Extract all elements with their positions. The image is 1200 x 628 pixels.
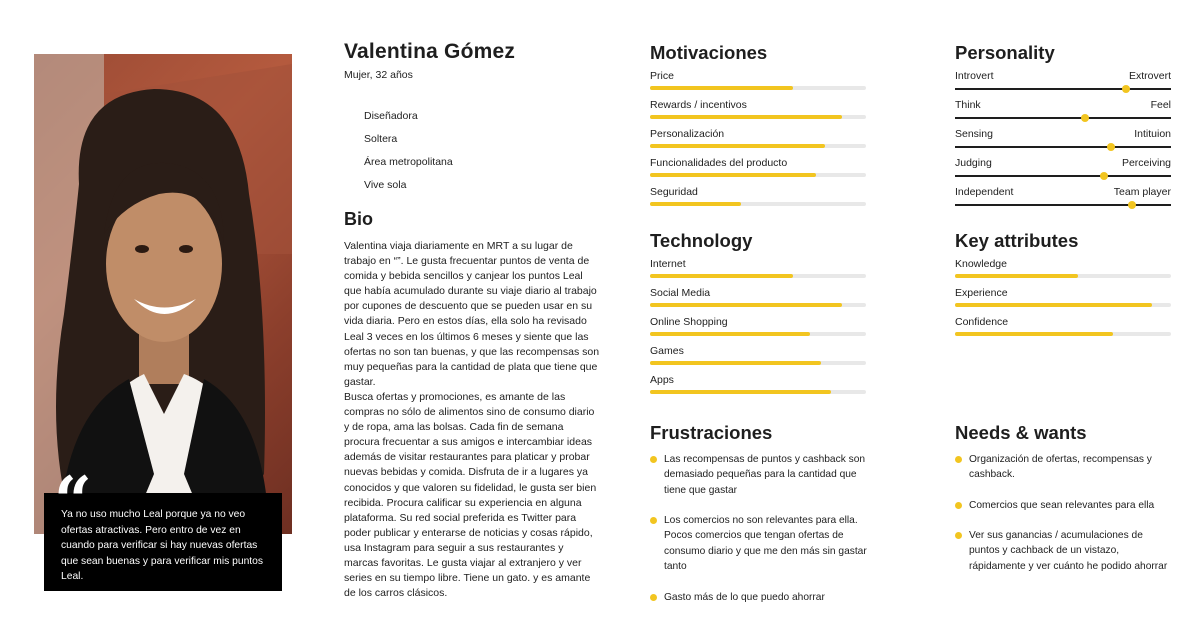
frustration-text: Las recompensas de puntos y cashback son demasiado pequeñas para la cantidad que tiene que gastar — [664, 454, 866, 496]
need-text: Ver sus ganancias / acumulaciones de puntos y cachback de un vistazo, rápidamente y ver cuánto he podido ahorrar — [969, 530, 1168, 572]
technology-item — [650, 345, 866, 374]
technology-item — [650, 374, 866, 403]
technology-track — [650, 303, 866, 307]
need-text: Comercios que sean relevantes para ella — [969, 500, 1155, 511]
personality-right-label: Intituion — [1134, 128, 1171, 140]
frustration-item — [650, 590, 875, 605]
frustration-item — [650, 452, 875, 513]
technology-fill — [650, 390, 831, 394]
personality-left-label: Introvert — [955, 70, 994, 82]
attribute-fill — [955, 332, 1113, 336]
personality-marker — [1100, 172, 1108, 180]
personality-left-label: Judging — [955, 157, 992, 169]
need-text: Organización de ofertas, recompensas y cashback. — [969, 454, 1152, 481]
persona-facts — [364, 109, 453, 201]
personality-right-label: Feel — [1150, 99, 1171, 111]
technology-track — [650, 390, 866, 394]
personality-right-label: Team player — [1113, 186, 1171, 198]
technology-fill — [650, 274, 793, 278]
personality-line — [955, 175, 1171, 177]
attribute-label: Experience — [955, 287, 1008, 299]
bio-paragraph: Valentina viaja diariamente en MRT a su lugar de trabajo en “”. Le gusta frecuentar puntos de venta de comida y bebida sencillos y canjear los puntos Leal que había acumulado durante su viaje diario al trabajo por cupones de descuento que se pueden usar en su vida diaria. Pero en estos días, ella solo ha revisado Leal 3 veces en los últimos 6 meses y siente que las ofertas no son tan buenas, y que las recompensas son muy pequeñas para la cantidad de plata que tiene que gastar. — [344, 240, 600, 388]
motivation-fill — [650, 202, 741, 206]
personality-scale — [955, 157, 1171, 186]
motivation-item — [650, 99, 866, 128]
fact-item: Vive sola — [364, 179, 407, 191]
attribute-fill — [955, 303, 1152, 307]
attribute-fill — [955, 274, 1078, 278]
motivation-track — [650, 86, 866, 90]
motivation-track — [650, 115, 866, 119]
technology-fill — [650, 332, 810, 336]
bio-title: Bio — [344, 209, 373, 229]
frustrations-list — [650, 452, 875, 605]
attribute-track — [955, 303, 1171, 307]
bio-paragraph: Busca ofertas y promociones, es amante de las compras no sólo de alimentos sino de consumo diario y de ropa, ama las bolsas. Cada fin de semana procura frecuentar a sus amigos e intercambiar ideas además de visitar restaurantes para platicar y probar nuevas bebidas y comida. Disfruta de ir a lugares ya conocidos y que valoren su fidelidad, le gusta ser bien recibida. Procura calificar su experiencia en alguna plataforma. Su red social preferida es Twitter para poder publicar y enterarse de noticias y cosas rápido, usa Instagram para seguir a sus restaurantes y marcas favoritas. Le gusta viajar al extranjero y ver series en su tiempo libre. Tiene un gato. y es amante de los carros clásicos. — [344, 390, 597, 600]
quote-icon: “ — [54, 462, 92, 540]
personality-line — [955, 117, 1171, 119]
technology-label: Social Media — [650, 287, 711, 299]
technology-label: Internet — [650, 258, 686, 270]
motivation-fill — [650, 173, 816, 177]
needs-list — [955, 452, 1170, 574]
bullet-dot — [650, 594, 657, 601]
technology-item — [650, 258, 866, 287]
personality-line — [955, 204, 1171, 206]
motivation-label: Rewards / incentivos — [650, 99, 747, 111]
technology-title: Technology — [650, 230, 753, 251]
technology-label: Games — [650, 345, 684, 357]
attribute-track — [955, 332, 1171, 336]
persona-name: Valentina Gómez — [344, 40, 516, 63]
technology-label: Apps — [650, 374, 674, 386]
technology-track — [650, 332, 866, 336]
technology-item — [650, 316, 866, 345]
personality-scale — [955, 70, 1171, 99]
attribute-label: Confidence — [955, 316, 1009, 328]
personality-left-label: Think — [955, 99, 981, 111]
personality-marker — [1122, 85, 1130, 93]
technology-item — [650, 287, 866, 316]
motivation-label: Price — [650, 70, 674, 82]
attribute-item — [955, 316, 1171, 345]
motivation-label: Seguridad — [650, 186, 698, 198]
personality-scale — [955, 99, 1171, 128]
motivation-item — [650, 186, 866, 215]
technology-label: Online Shopping — [650, 316, 728, 328]
bio-text — [344, 239, 600, 601]
motivation-track — [650, 173, 866, 177]
personality-right-label: Perceiving — [1121, 157, 1171, 169]
attribute-track — [955, 274, 1171, 278]
personality-left-label: Independent — [955, 186, 1014, 198]
fact-item: Soltera — [364, 133, 398, 145]
needs-title: Needs & wants — [955, 422, 1087, 443]
personality-left-label: Sensing — [955, 128, 993, 140]
technology-track — [650, 361, 866, 365]
bullet-dot — [955, 502, 962, 509]
attribute-item — [955, 287, 1171, 316]
motivation-label: Funcionalidades del producto — [650, 157, 788, 169]
quote-text: Ya no uso mucho Leal porque ya no veo ofertas atractivas. Pero entro de vez en cuando para verificar si hay nuevas ofertas que sean buenas y para verificar mis puntos Leal. — [61, 509, 264, 583]
technology-fill — [650, 361, 821, 365]
personality-right-label: Extrovert — [1128, 70, 1171, 82]
motivation-item — [650, 128, 866, 157]
bullet-dot — [650, 456, 657, 463]
key-attributes-title: Key attributes — [955, 230, 1079, 251]
motivation-fill — [650, 115, 842, 119]
technology-fill — [650, 303, 842, 307]
personality-marker — [1107, 143, 1115, 151]
personality-marker — [1081, 114, 1089, 122]
personality-line — [955, 88, 1171, 90]
motivation-fill — [650, 86, 793, 90]
need-item — [955, 528, 1170, 574]
motivation-label: Personalización — [650, 128, 725, 140]
bullet-dot — [955, 456, 962, 463]
frustration-text: Gasto más de lo que puedo ahorrar — [664, 592, 825, 603]
fact-item: Área metropolitana — [364, 156, 453, 168]
frustration-item — [650, 513, 875, 590]
attribute-item — [955, 258, 1171, 287]
personality-marker — [1128, 201, 1136, 209]
fact-item: Diseñadora — [364, 110, 418, 122]
attribute-label: Knowledge — [955, 258, 1007, 270]
frustration-text: Los comercios no son relevantes para ella. Pocos comercios que tengan ofertas de consumo diario y que me den más sin gastar tanto — [664, 515, 867, 572]
need-item — [955, 498, 1170, 528]
need-item — [955, 452, 1170, 498]
motivations-title: Motivaciones — [650, 42, 768, 63]
motivation-fill — [650, 144, 825, 148]
personality-title: Personality — [955, 42, 1055, 63]
personality-scale — [955, 128, 1171, 157]
personality-line — [955, 146, 1171, 148]
bullet-dot — [955, 532, 962, 539]
persona-subtitle: Mujer, 32 años — [344, 69, 413, 81]
technology-track — [650, 274, 866, 278]
frustrations-title: Frustraciones — [650, 422, 773, 443]
motivation-track — [650, 144, 866, 148]
bullet-dot — [650, 517, 657, 524]
motivation-track — [650, 202, 866, 206]
motivation-item — [650, 70, 866, 99]
motivation-item — [650, 157, 866, 186]
personality-scale — [955, 186, 1171, 215]
